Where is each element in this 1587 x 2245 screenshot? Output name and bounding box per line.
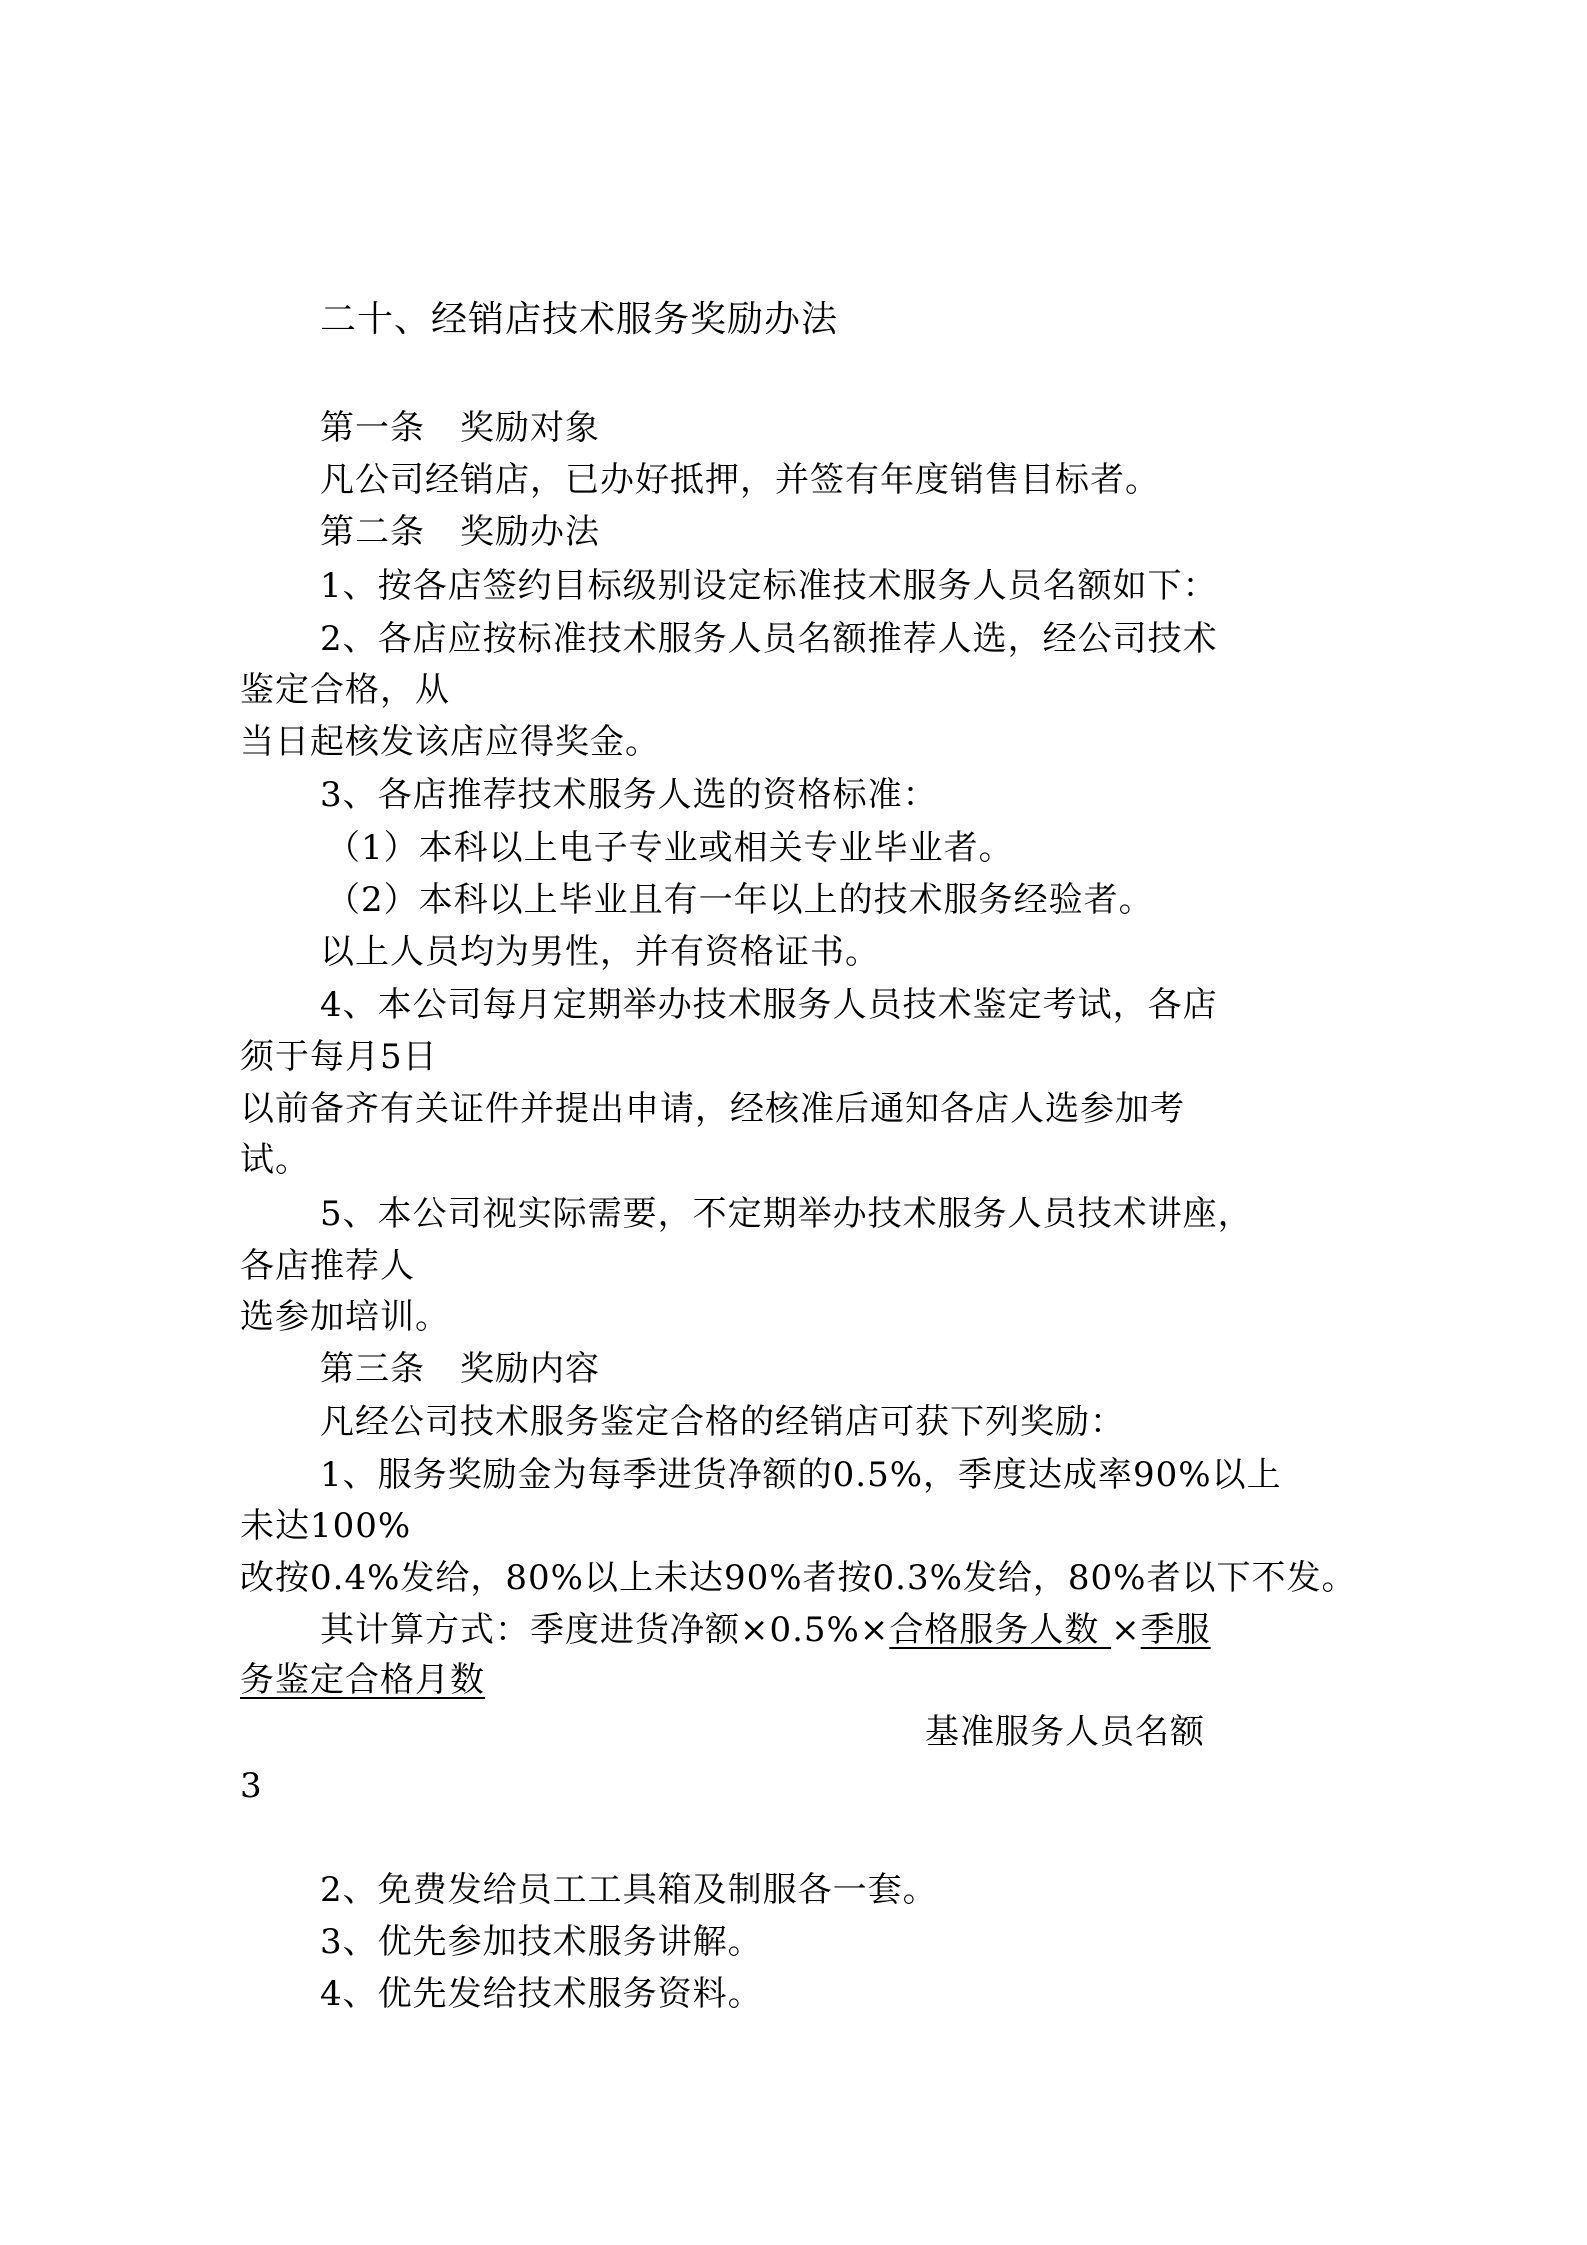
article-2-item-2-line-3: 当日起核发该店应得奖金。 [240,722,660,762]
article-3-item-1-line-3: 改按0.4%发给，80%以上未达90%者按0.3%发给，80%者以下不发。 [240,1558,1357,1598]
article-2-item-4-line-1: 4、本公司每月定期举办技术服务人员技术鉴定考试，各店 [320,985,1218,1025]
article-3-item-1-line-2: 未达100% [240,1506,412,1546]
article-3-item-3: 3、优先参加技术服务讲解。 [320,1922,763,1962]
article-2-item-3-criterion-2: （2）本科以上毕业且有一年以上的技术服务经验者。 [326,880,1154,920]
article-2-item-3-criterion-1: （1）本科以上电子专业或相关专业毕业者。 [326,828,1014,868]
article-2-item-4-line-3: 以前备齐有关证件并提出申请，经核准后通知各店人选参加考 [240,1089,1185,1129]
formula-denominator-standard-staff: 基准服务人员名额 [925,1712,1205,1752]
article-2-item-5-line-1: 5、本公司视实际需要，不定期举办技术服务人员技术讲座， [320,1194,1253,1234]
formula-numerator-qualified-staff: 合格服务人数 [889,1610,1112,1650]
article-2-heading: 第二条 奖励办法 [320,512,600,552]
formula-prefix: 其计算方式：季度进货净额×0.5%× [320,1610,890,1650]
formula-numerator-months-part-2: 务鉴定合格月数 [240,1660,485,1700]
document-title: 二十、经销店技术服务奖励办法 [320,299,839,340]
article-3-item-2: 2、免费发给员工工具箱及制服各一套。 [320,1870,938,1910]
article-2-item-4-line-2: 须于每月5日 [240,1037,438,1077]
article-1-body: 凡公司经销店，已办好抵押，并签有年度销售目标者。 [320,460,1160,500]
article-3-intro: 凡经公司技术服务鉴定合格的经销店可获下列奖励： [320,1402,1125,1442]
article-2-item-5-line-2: 各店推荐人 [240,1246,415,1286]
article-3-item-4: 4、优先发给技术服务资料。 [320,1974,763,2014]
article-2-item-4-line-4: 试。 [240,1140,310,1180]
article-3-item-1-line-1: 1、服务奖励金为每季进货净额的0.5%，季度达成率90%以上 [320,1455,1282,1495]
article-1-heading: 第一条 奖励对象 [320,408,600,448]
formula-line-2 [240,1660,485,1700]
formula-times-sign: × [1111,1610,1141,1650]
article-2-item-3: 3、各店推荐技术服务人选的资格标准： [320,775,938,815]
formula-denominator-three: 3 [240,1766,263,1806]
article-2-item-2-line-2: 鉴定合格，从 [240,670,450,710]
formula-line-1 [320,1610,1211,1650]
formula-numerator-months-part-1: 季服 [1140,1610,1211,1650]
article-2-item-1: 1、按各店签约目标级别设定标准技术服务人员名额如下： [320,566,1218,606]
article-3-heading: 第三条 奖励内容 [320,1349,600,1389]
article-2-item-3-note: 以上人员均为男性，并有资格证书。 [320,932,880,972]
article-2-item-5-line-3: 选参加培训。 [240,1297,450,1337]
article-2-item-2-line-1: 2、各店应按标准技术服务人员名额推荐人选，经公司技术 [320,619,1218,659]
